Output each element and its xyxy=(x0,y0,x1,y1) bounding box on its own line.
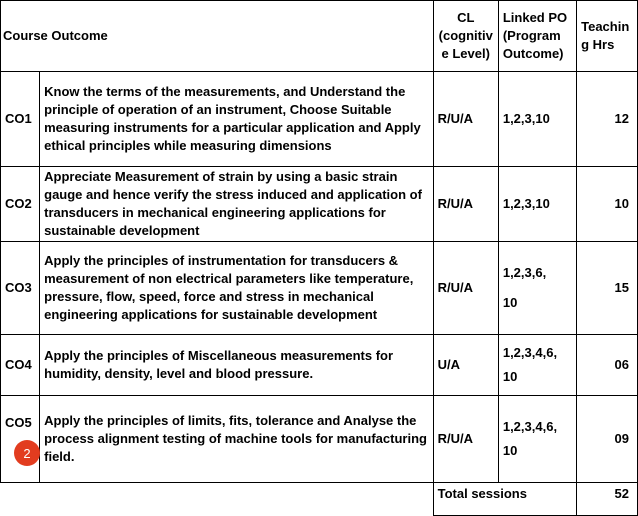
header-po-line3: Outcome) xyxy=(502,46,564,61)
row-teaching-hours: 06 xyxy=(577,335,638,396)
row-cognitive-level: U/A xyxy=(433,335,498,396)
row-linked-po xyxy=(498,396,576,483)
row-description: Appreciate Measurement of strain by using a basic strain gauge and hence verify the stress induced and application of transducers in mechanical engineering applications for sustainable development xyxy=(40,167,434,242)
total-spacer xyxy=(1,483,434,516)
row-id: CO3 xyxy=(1,242,40,335)
table-row xyxy=(1,242,638,335)
row-linked-po xyxy=(498,167,576,242)
row-linked-po xyxy=(498,335,576,396)
row-cognitive-level: R/U/A xyxy=(433,242,498,335)
table-row xyxy=(1,396,638,483)
header-linked-po xyxy=(498,1,576,72)
row-teaching-hours: 10 xyxy=(577,167,638,242)
row-po-b: 10 xyxy=(502,295,518,310)
total-hours: 52 xyxy=(577,483,638,516)
row-po-a: 1,2,3,10 xyxy=(502,196,550,211)
row-linked-po xyxy=(498,72,576,167)
row-id: CO5 xyxy=(1,396,40,483)
row-description: Apply the principles of Miscellaneous measurements for humidity, density, level and blood pressure. xyxy=(40,335,434,396)
header-cl-line2: (cognitiv xyxy=(438,28,493,43)
row-po-b: 10 xyxy=(502,443,518,458)
row-po-a: 1,2,3,4,6, xyxy=(502,345,558,360)
row-linked-po xyxy=(498,242,576,335)
row-po-a: 1,2,3,6, xyxy=(502,265,547,280)
table-row xyxy=(1,335,638,396)
header-po-line1: Linked PO xyxy=(502,10,568,25)
total-row xyxy=(1,483,638,516)
row-po-b: 10 xyxy=(502,369,518,384)
table-row xyxy=(1,72,638,167)
row-id: CO1 xyxy=(1,72,40,167)
header-cl-line1: CL xyxy=(457,10,475,25)
row-id: CO2 xyxy=(1,167,40,242)
row-po-a: 1,2,3,4,6, xyxy=(502,419,558,434)
header-hrs-line1: Teachin xyxy=(581,19,630,34)
row-id: CO4 xyxy=(1,335,40,396)
row-po-a: 1,2,3,10 xyxy=(502,111,550,126)
header-cognitive-level xyxy=(433,1,498,72)
row-description: Apply the principles of instrumentation for transducers & measurement of non electrical parameters like temperature, pressure, flow, speed, force and stress in mechanical engineering applications for sustainable development xyxy=(40,242,434,335)
slide-number-badge: 2 xyxy=(14,440,40,466)
header-po-line2: (Program xyxy=(502,28,561,43)
row-cognitive-level: R/U/A xyxy=(433,72,498,167)
row-teaching-hours: 12 xyxy=(577,72,638,167)
row-description: Apply the principles of limits, fits, tolerance and Analyse the process alignment testing of machine tools for manufacturing field. xyxy=(40,396,434,483)
header-hrs-line2: g Hrs xyxy=(581,37,615,52)
table-header-row xyxy=(1,1,638,72)
header-cl-line3: e Level) xyxy=(441,46,490,61)
total-label: Total sessions xyxy=(433,483,576,516)
row-description: Know the terms of the measurements, and Understand the principle of operation of an instrument, Choose Suitable measuring instruments for a particular application and Apply ethical principles while measuring dimensions xyxy=(40,72,434,167)
header-teaching-hours xyxy=(577,1,638,72)
row-cognitive-level: R/U/A xyxy=(433,396,498,483)
table-row xyxy=(1,167,638,242)
header-course-outcome: Course Outcome xyxy=(1,1,434,72)
row-teaching-hours: 15 xyxy=(577,242,638,335)
row-teaching-hours: 09 xyxy=(577,396,638,483)
row-cognitive-level: R/U/A xyxy=(433,167,498,242)
